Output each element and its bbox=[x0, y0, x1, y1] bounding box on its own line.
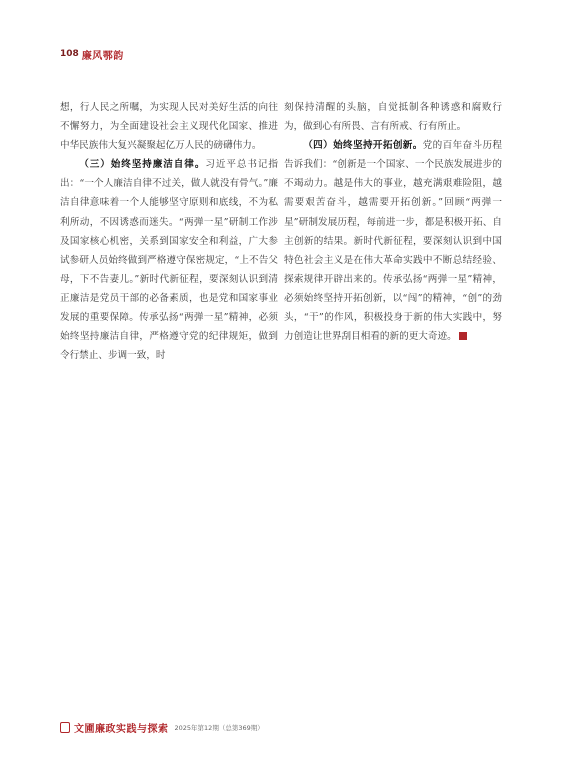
article-end-mark-icon bbox=[459, 332, 467, 340]
innovation-body: 党的百年奋斗历程告诉我们：“创新是一个国家、一个民族发展进步的不竭动力。越是伟大的事业，越充满艰难险阻，越需要艰苦奋斗，越需要开拓创新。”回顾“两弹一星”研制发展历程，每前进一步，都是积极开拓、自主创新的结果。新时代新征程，要深刻认识到中国特色社会主义是在伟大革命实践中不断总结经验、探索规律开辟出来的。传承弘扬“两弹一星”精神，必须始终坚持开拓创新，以“闯”的精神，“创”的劲头，“干”的作风，积极投身于新的伟大实践中，努力创造让世界刮目相看的新的更大奇迹。 bbox=[284, 140, 503, 343]
page-number: 108 bbox=[60, 49, 79, 59]
right-column bbox=[284, 98, 502, 346]
page-footer bbox=[60, 720, 264, 734]
section-title: 廉风鄂韵 bbox=[81, 50, 124, 62]
heading-integrity: （三）始终坚持廉洁自律。 bbox=[79, 159, 206, 171]
magazine-name: 文圃廉政实践与探索 bbox=[74, 723, 169, 735]
left-paragraph-continued: 想，行人民之所嘱，为实现人民对美好生活的向往不懈努力，为全面建设社会主义现代化国家、推进中华民族伟大复兴凝聚起亿万人民的磅礴伟力。 bbox=[60, 102, 278, 152]
right-paragraph-continued: 刻保持清醒的头脑，自觉抵制各种诱惑和腐败行为，做到心有所畏、言有所戒、行有所止。 bbox=[284, 102, 502, 133]
magazine-logo-icon bbox=[60, 722, 70, 733]
heading-innovation: （四）始终坚持开拓创新。 bbox=[303, 140, 423, 152]
left-paragraph-integrity bbox=[60, 155, 278, 365]
integrity-body: 习近平总书记指出：“一个人廉洁自律不过关，做人就没有骨气。”廉洁自律意味着一个人能够坚守原则和底线，不为私利所动，不因诱惑而迷失。“两弹一星”研制工作涉及国家核心机密，关系到国家安全和利益，广大参试参研人员始终做到严格遵守保密规定，“上不告父母，下不告妻儿。”新时代新征程，要深刻认识到清正廉洁是党员干部的必备素质，也是党和国家事业发展的重要保障。传承弘扬“两弹一星”精神，必须始终坚持廉洁自律，严格遵守党的纪律规矩，做到令行禁止、步调一致，时 bbox=[60, 159, 279, 362]
left-column bbox=[60, 98, 278, 365]
issue-info: 2025年第12期（总第369期） bbox=[174, 723, 264, 732]
right-paragraph-innovation bbox=[284, 136, 502, 346]
page-header bbox=[60, 46, 124, 62]
